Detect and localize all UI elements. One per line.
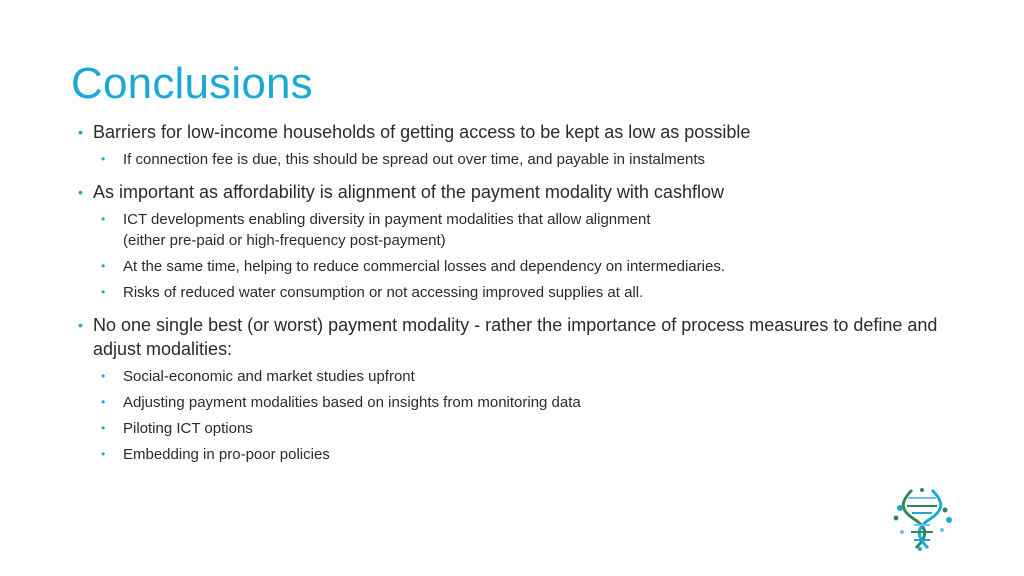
- bullet-2: • As important as affordability is alignment of the payment modality with cashflow: [78, 180, 958, 204]
- dna-helix-icon: [890, 486, 954, 552]
- sub-bullet-3-4: • Embedding in pro-poor policies: [78, 444, 958, 465]
- bullet-3: • No one single best (or worst) payment modality - rather the importance of process measures to define and adjust modalities:: [78, 313, 958, 361]
- sub-bullet-3-1: • Social-economic and market studies upfront: [78, 366, 958, 387]
- sub-bullet-3-2: • Adjusting payment modalities based on insights from monitoring data: [78, 392, 958, 413]
- sub-bullet-2-1-line2: (either pre-paid or high-frequency post-payment): [123, 232, 446, 249]
- bullet-1: • Barriers for low-income households of getting access to be kept as low as possible: [78, 120, 958, 144]
- sub-bullet-3-3: • Piloting ICT options: [78, 418, 958, 439]
- sub-bullet-2-1-line1: • ICT developments enabling diversity in payment modalities that allow alignment: [123, 211, 651, 228]
- slide-title: Conclusions: [71, 59, 313, 108]
- sub-bullet-1-1: • If connection fee is due, this should be spread out over time, and payable in instalments: [78, 149, 958, 170]
- sub-bullet-2-1: [78, 209, 958, 251]
- bullet-list: [78, 120, 958, 465]
- sub-bullet-2-3: • Risks of reduced water consumption or not accessing improved supplies at all.: [78, 282, 958, 303]
- sub-bullet-2-2: • At the same time, helping to reduce commercial losses and dependency on intermediaries.: [78, 256, 958, 277]
